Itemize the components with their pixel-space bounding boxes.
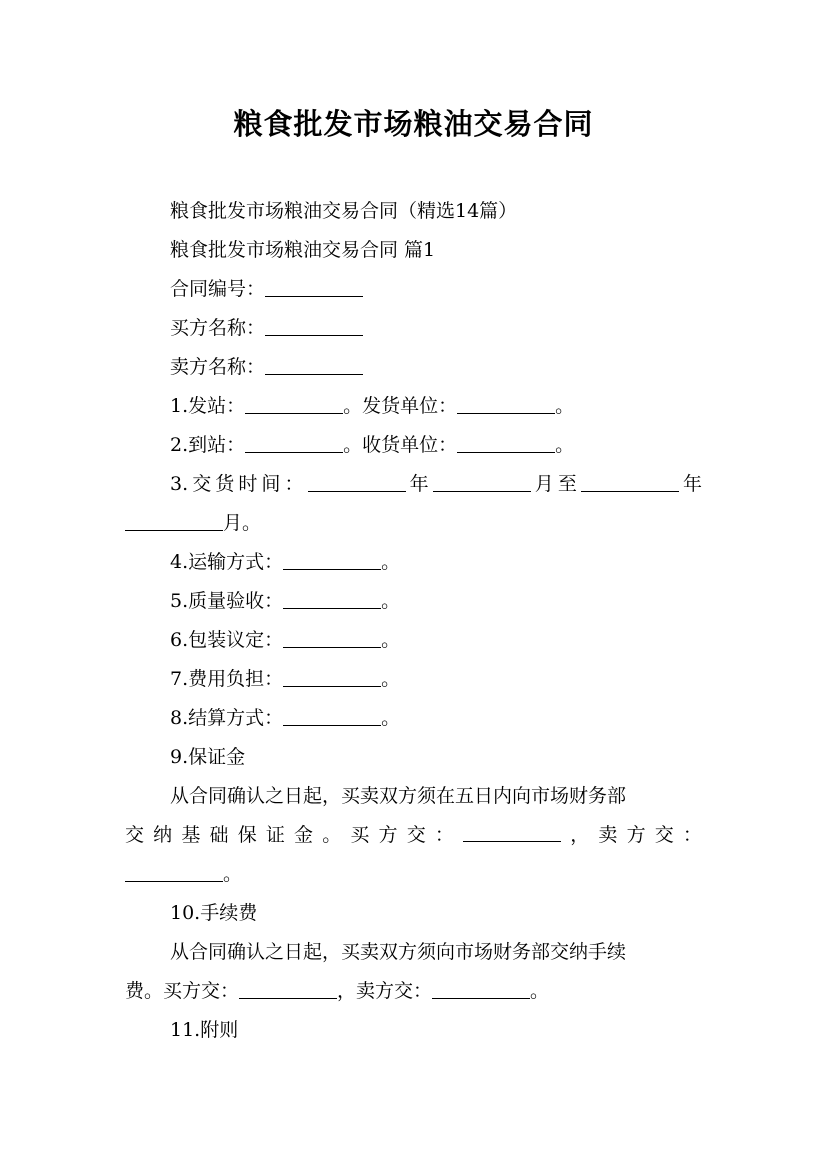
item-10-buyer-label: 费。买方交： <box>125 980 240 1002</box>
buyer-name-line <box>170 316 363 340</box>
item-2-end: 。 <box>555 434 575 456</box>
item-10-paragraph-line-1: 从合同确认之日起，买卖双方须向市场财务部交纳手续 <box>170 941 627 963</box>
item-9-seller-blank <box>125 863 223 882</box>
item-3-blank-3 <box>581 473 679 492</box>
item-1-shipper-blank <box>457 395 555 414</box>
item-7-label: 7.费用负担： <box>170 668 284 690</box>
item-9-word: 买 <box>350 824 370 846</box>
item-4-end: 。 <box>381 551 401 573</box>
item-2-line <box>170 433 574 457</box>
item-3-blank-1 <box>308 473 406 492</box>
item-9-word: 基 <box>181 824 201 846</box>
item-1-departure-blank <box>245 395 343 414</box>
item-9-word: 方 <box>626 824 646 846</box>
item-9-end: 。 <box>223 863 243 885</box>
item-5-line <box>170 589 400 613</box>
item-9-word: 证 <box>265 824 285 846</box>
seller-name-blank <box>265 356 363 375</box>
item-9-word: 金 <box>294 824 314 846</box>
contract-number-label: 合同编号： <box>170 278 266 300</box>
item-9-paragraph-line-1: 从合同确认之日起，买卖双方须在五日内向市场财务部 <box>170 785 627 807</box>
item-1-shipper-label: 。发货单位： <box>343 395 458 417</box>
item-9-word: 。 <box>322 824 342 846</box>
item-6-label: 6.包装议定： <box>170 629 284 651</box>
item-9-word: 交 <box>654 824 674 846</box>
item-1-departure-label: 1.发站： <box>170 395 246 417</box>
item-3-month-to: 月至 <box>530 473 581 495</box>
item-9-paragraph-line-2 <box>125 823 702 847</box>
seller-name-label: 卖方名称： <box>170 356 266 378</box>
item-11-heading: 11.附则 <box>170 1019 239 1041</box>
item-6-end: 。 <box>381 629 401 651</box>
section-heading: 粮食批发市场粮油交易合同 篇1 <box>170 239 436 261</box>
item-8-line <box>170 706 400 730</box>
document-subtitle: 粮食批发市场粮油交易合同（精选14篇） <box>170 200 518 222</box>
item-6-blank <box>283 629 381 648</box>
item-3-year-2: 年 <box>678 473 702 495</box>
item-9-heading: 9.保证金 <box>170 746 246 768</box>
item-9-paragraph-line-3 <box>125 862 242 886</box>
seller-name-line <box>170 355 363 379</box>
contract-number-blank <box>265 278 363 297</box>
item-1-end: 。 <box>555 395 575 417</box>
item-5-end: 。 <box>381 590 401 612</box>
item-4-blank <box>283 551 381 570</box>
item-9-word: 础 <box>209 824 229 846</box>
item-6-line <box>170 628 400 652</box>
item-3-blank-2 <box>433 473 531 492</box>
item-9-word: ： <box>434 824 454 846</box>
item-10-heading: 10.手续费 <box>170 902 258 924</box>
item-9-word: 纳 <box>153 824 173 846</box>
item-5-blank <box>283 590 381 609</box>
buyer-name-label: 买方名称： <box>170 317 266 339</box>
item-3-year-1: 年 <box>405 473 433 495</box>
item-8-blank <box>283 707 381 726</box>
item-2-arrival-label: 2.到站： <box>170 434 246 456</box>
item-7-line <box>170 667 400 691</box>
item-2-receiver-label: 。收货单位： <box>343 434 458 456</box>
item-9-word: ： <box>682 824 702 846</box>
item-7-end: 。 <box>381 668 401 690</box>
item-9-word: 卖 <box>598 824 618 846</box>
item-3-label: 3.交货时间： <box>170 473 308 495</box>
item-2-receiver-blank <box>457 434 555 453</box>
item-10-seller-label: ，卖方交： <box>337 980 433 1002</box>
item-3-month-end: 月。 <box>223 512 262 534</box>
item-1-line <box>170 394 574 418</box>
item-2-arrival-blank <box>245 434 343 453</box>
item-4-line <box>170 550 400 574</box>
item-3-continuation <box>125 511 261 535</box>
item-5-label: 5.质量验收： <box>170 590 284 612</box>
item-10-end: 。 <box>530 980 550 1002</box>
item-8-end: 。 <box>381 707 401 729</box>
item-3-line <box>170 472 702 496</box>
item-9-comma: ， <box>570 824 590 846</box>
contract-number-line <box>170 277 363 301</box>
item-9-word: 交 <box>406 824 426 846</box>
item-7-blank <box>283 668 381 687</box>
document-title: 粮食批发市场粮油交易合同 <box>233 107 594 141</box>
item-9-justified-row <box>125 823 702 847</box>
item-9-word: 交 <box>125 824 145 846</box>
item-9-word: 方 <box>378 824 398 846</box>
item-10-buyer-blank <box>239 980 337 999</box>
item-10-paragraph-line-2 <box>125 979 549 1003</box>
item-3-blank-4 <box>125 512 223 531</box>
item-8-label: 8.结算方式： <box>170 707 284 729</box>
item-4-label: 4.运输方式： <box>170 551 284 573</box>
item-9-word: 保 <box>237 824 257 846</box>
item-9-buyer-blank <box>463 823 561 842</box>
item-10-seller-blank <box>432 980 530 999</box>
buyer-name-blank <box>265 317 363 336</box>
